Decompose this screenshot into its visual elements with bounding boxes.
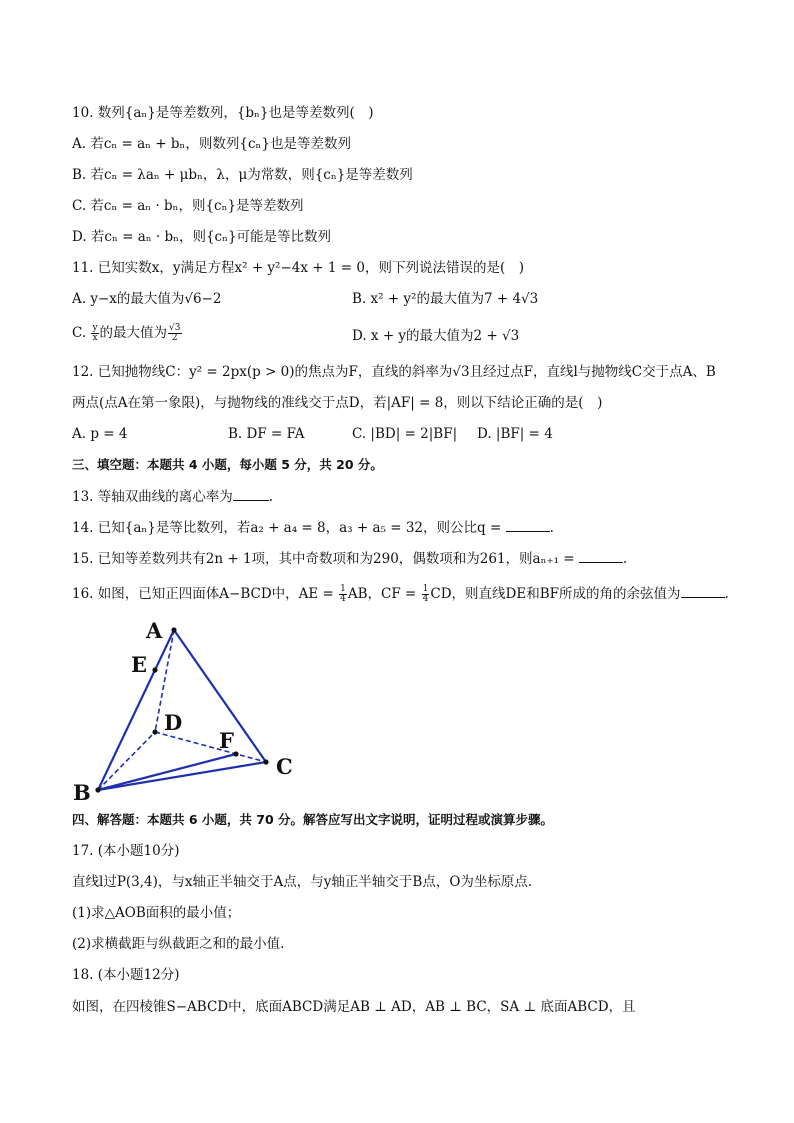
q14-text: 14. 已知{aₙ}是等比数列，若a₂ + a₄ = 8，a₃ + a₅ = 32，则公比q = bbox=[72, 520, 506, 536]
q10-option-c: C. 若cₙ = aₙ · bₙ，则{cₙ}是等差数列 bbox=[72, 198, 304, 214]
q11-c-frac-den: x bbox=[92, 333, 98, 343]
q14-answer-blank bbox=[506, 519, 550, 532]
segment-bf bbox=[98, 754, 236, 790]
section-4-heading: 四、解答题：本题共 6 小题，共 70 分。解答应写出文字说明，证明过程或演算步骤。 bbox=[72, 812, 554, 827]
q10-option-a: A. 若cₙ = aₙ + bₙ，则数列{cₙ}也是等差数列 bbox=[72, 136, 351, 152]
q16-f1-den: 4 bbox=[340, 594, 346, 604]
q16-mid: AB，CF = bbox=[347, 586, 421, 602]
point-d bbox=[152, 729, 157, 734]
q14 bbox=[72, 518, 554, 538]
point-b bbox=[95, 787, 100, 792]
q11-option-d: D. x + y的最大值为2 + √3 bbox=[352, 328, 520, 344]
q11-option-c bbox=[72, 323, 183, 343]
tetrahedron-figure bbox=[70, 612, 310, 807]
q12-stem-line2: 两点(点A在第一象限)，与抛物线的准线交于点D，若|AF| = 8，则以下结论正确的是( ) bbox=[72, 395, 603, 411]
q11-c-prefix: C. bbox=[72, 325, 91, 341]
q15-answer-blank bbox=[579, 550, 623, 563]
q12-stem-line1: 12. 已知抛物线C：y² = 2px(p > 0)的焦点为F，直线的斜率为√3且经过点F，直线l与抛物线C交于点A、B bbox=[72, 364, 716, 380]
q13-text: 13. 等轴双曲线的离心率为 bbox=[72, 489, 233, 505]
q17-body: 直线l过P(3,4)，与x轴正半轴交于A点，与y轴正半轴交于B点，O为坐标原点. bbox=[72, 874, 533, 890]
label-b: B bbox=[73, 780, 91, 805]
label-a: A bbox=[146, 618, 163, 643]
point-e bbox=[152, 667, 157, 672]
q15-text: 15. 已知等差数列共有2n + 1项，其中奇数项和为290，偶数项和为261，则aₙ₊₁ = bbox=[72, 551, 579, 567]
label-e: E bbox=[131, 652, 148, 677]
q10-option-d: D. 若cₙ = aₙ · bₙ，则{cₙ}可能是等比数列 bbox=[72, 229, 332, 245]
q16-end: . bbox=[724, 586, 729, 602]
q16 bbox=[72, 584, 729, 604]
q16-fraction-2 bbox=[422, 585, 430, 604]
q11-c-frac2-num: √3 bbox=[169, 323, 181, 333]
section-3-heading: 三、填空题：本题共 4 小题，每小题 5 分，共 20 分。 bbox=[72, 457, 383, 472]
edge-bc bbox=[98, 762, 266, 790]
q16-post: CD，则直线DE和BF所成的角的余弦值为 bbox=[430, 586, 681, 602]
q18-body: 如图，在四棱锥S−ABCD中，底面ABCD满足AB ⊥ AD，AB ⊥ BC，SA ⊥ 底面ABCD，且 bbox=[72, 999, 636, 1015]
q12-option-b: B. DF = FA bbox=[228, 426, 305, 442]
q15 bbox=[72, 549, 627, 569]
q16-pre: 16. 如图，已知正四面体A−BCD中，AE = bbox=[72, 586, 339, 602]
q13 bbox=[72, 487, 273, 507]
point-c bbox=[263, 759, 268, 764]
q11-c-mid: 的最大值为 bbox=[99, 325, 168, 341]
q16-f2-den: 4 bbox=[422, 594, 429, 604]
q11-option-a: A. y−x的最大值为√6−2 bbox=[72, 291, 222, 307]
q10-option-b: B. 若cₙ = λaₙ + μbₙ，λ，μ为常数，则{cₙ}是等差数列 bbox=[72, 167, 413, 183]
q12-option-d: D. |BF| = 4 bbox=[477, 426, 553, 442]
q13-answer-blank bbox=[233, 488, 269, 501]
q17-part-1: (1)求△AOB面积的最小值； bbox=[72, 905, 241, 921]
q17-part-2: (2)求横截距与纵截距之和的最小值. bbox=[72, 936, 285, 952]
q12-option-c: C. |BD| = 2|BF| bbox=[352, 426, 458, 442]
q11-c-fraction bbox=[91, 324, 98, 343]
q13-end: . bbox=[268, 489, 274, 505]
q11-c-frac-num: y bbox=[92, 323, 98, 333]
q11-c-frac2-den: 2 bbox=[171, 333, 178, 343]
q11-c-fraction-2 bbox=[168, 324, 181, 343]
point-a bbox=[171, 627, 176, 632]
q11-stem: 11. 已知实数x，y满足方程x² + y²−4x + 1 = 0，则下列说法错误的是( ) bbox=[72, 260, 524, 276]
q11-option-b: B. x² + y²的最大值为7 + 4√3 bbox=[352, 291, 539, 307]
label-c: C bbox=[276, 754, 293, 779]
q17-heading: 17. (本小题10分) bbox=[72, 843, 180, 859]
label-d: D bbox=[164, 710, 183, 735]
q12-option-a: A. p = 4 bbox=[72, 426, 128, 442]
label-f: F bbox=[219, 728, 234, 753]
q14-end: . bbox=[549, 520, 554, 536]
q16-answer-blank bbox=[681, 585, 725, 598]
q15-end: . bbox=[622, 551, 628, 567]
point-f bbox=[233, 751, 238, 756]
q16-f1-num: 1 bbox=[340, 584, 346, 594]
q16-fraction-1 bbox=[339, 585, 347, 604]
q10-stem: 10. 数列{aₙ}是等差数列，{bₙ}也是等差数列( ) bbox=[72, 105, 374, 121]
q18-heading: 18. (本小题12分) bbox=[72, 967, 180, 983]
q16-f2-num: 1 bbox=[422, 584, 429, 594]
